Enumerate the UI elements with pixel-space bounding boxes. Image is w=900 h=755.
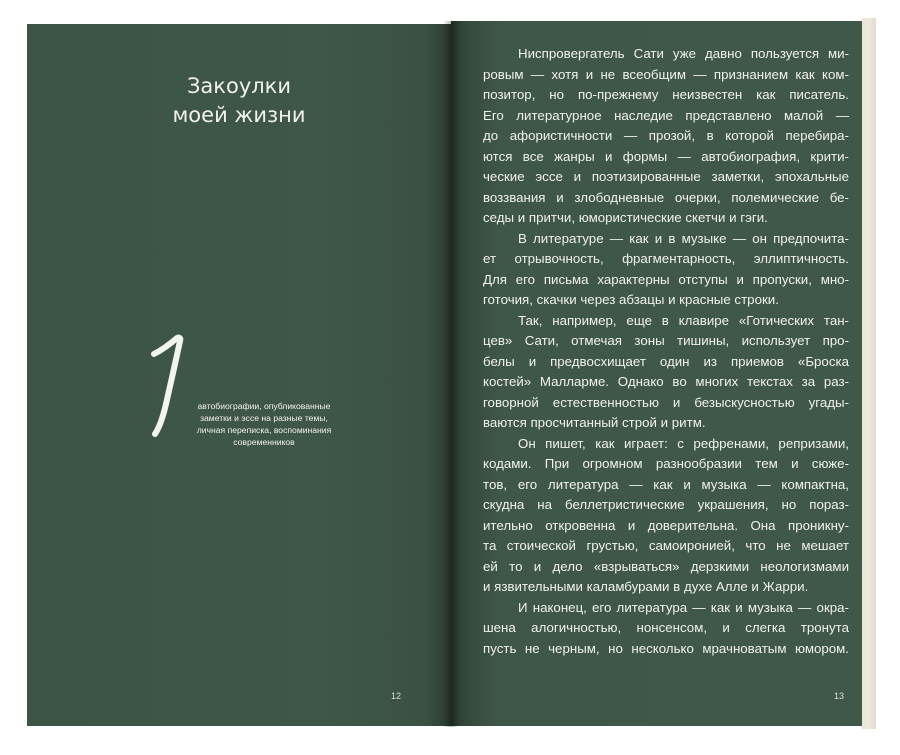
body-text-line: ет отрывочность, фрагментарность, эллиптичность. — [483, 251, 849, 266]
body-text-line: Его литературное наследие представлено малой — — [483, 107, 849, 123]
body-text-line: скудна на беллетристические украшения, но пораз- — [483, 497, 849, 512]
body-text-line: цев» Сати, отмечая зоны тишины, использует про- — [483, 333, 849, 348]
body-text-line: готочия, скачки через абзацы и красные строки. — [483, 292, 779, 307]
body-text — [483, 44, 849, 659]
body-text-line: седы и притчи, юмористические скетчи и гэги. — [483, 210, 768, 225]
chapter-title-line: моей жизни — [172, 103, 306, 127]
body-text-line: Так, например, еще в клавире «Готических тан- — [518, 312, 849, 328]
chapter-description-line: современников — [233, 437, 295, 447]
body-text-line: ровым — хотя и не всеобщим — признанием как ком- — [483, 66, 849, 82]
body-text-line: тов, его литература — как и музыка — компактна, — [483, 476, 849, 492]
chapter-title-line: Закоулки — [186, 74, 292, 98]
page-number-left: 12 — [391, 691, 402, 701]
body-text-line: та стоической грустью, самоиронией, что не мешает — [483, 538, 849, 553]
body-text-line: Для его письма характерны отступы и пропуски, мно- — [483, 271, 849, 287]
body-text-line: Он пишет, как играет: с рефренами, репризами, — [518, 435, 849, 451]
body-text-line: воззвания и злободневные очерки, полемические бе- — [483, 189, 849, 205]
body-text-line: ей то и дело «взрываться» дерзкими неологизмами — [483, 558, 849, 574]
body-text-line: пусть не черным, но несколько мрачноватым юмором. — [483, 640, 849, 656]
body-text-line: белы и предвосхищает один из приемов «Броска — [483, 353, 849, 369]
body-text-line: И наконец, его литература — как и музыка — окра- — [518, 599, 849, 615]
body-text-line: говорной естественностью и безыскусностью угады- — [483, 394, 849, 410]
body-text-line: ческие эссе и поэтизированные заметки, эпохальные — [483, 169, 849, 184]
body-text-line: В литературе — как и в музыке — он предпочита- — [518, 230, 849, 246]
chapter-description — [180, 400, 348, 448]
book-edge — [862, 18, 876, 729]
chapter-description-line: автобиографии, опубликованные — [197, 401, 331, 411]
body-text-line: ваются просчитанный строй и ритм. — [483, 415, 706, 430]
chapter-description-line: заметки и эссе на разные темы, — [200, 413, 328, 423]
body-text-line: ительно откровенна и доверительна. Она проникну- — [483, 517, 849, 533]
body-text-line: шена алогичностью, нонсенсом, и слегка тронута — [483, 620, 849, 635]
body-text-line: кодами. При огромном разнообразии тем и сюже- — [483, 456, 849, 471]
body-text-line: костей» Малларме. Однако во многих текстах за раз- — [483, 374, 849, 389]
chapter-title — [27, 72, 451, 130]
body-text-line: позитор, но по-прежнему неизвестен как писатель. — [483, 87, 849, 102]
body-text-line: Ниспровергатель Сати уже давно пользуется ми- — [518, 46, 849, 61]
page-number-right: 13 — [834, 691, 845, 701]
body-text-line: и язвительными каламбурами в духе Алле и Жарри. — [483, 579, 809, 594]
body-text-line: до афористичности — прозой, в которой перебира- — [483, 128, 849, 143]
body-text-line: ются все жанры и формы — автобиография, крити- — [483, 148, 849, 164]
chapter-description-line: личная переписка, воспоминания — [196, 425, 332, 435]
